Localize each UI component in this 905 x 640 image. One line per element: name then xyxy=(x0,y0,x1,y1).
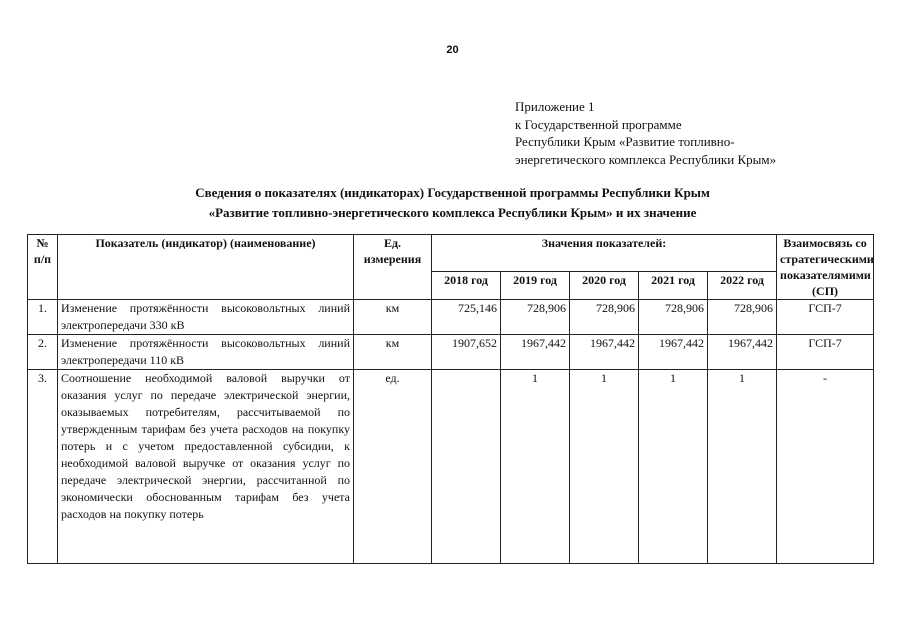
header-values: Значения показателей: xyxy=(432,235,777,272)
value-cell: 1 xyxy=(639,370,708,564)
strategic-link-cell: ГСП-7 xyxy=(777,335,874,370)
unit-cell: км xyxy=(354,300,432,335)
value-cell xyxy=(432,370,501,564)
header-year: 2018 год xyxy=(432,271,501,299)
indicator-name: Соотношение необходимой валовой выручки от оказания услуг по передаче электрической энергии, оказываемых потребителям, рассчитываемой по утвержденным тарифам без учета расходов на покупку потерь и с учетом предоставленной субсидии, к необходимой валовой выручке от оказания услуг по передаче электрической энергии, рассчитанной по экономически обоснованным тарифам без учета расходов на покупку потерь xyxy=(58,370,354,564)
row-number: 1. xyxy=(28,300,58,335)
value-cell: 1967,442 xyxy=(639,335,708,370)
header-year: 2019 год xyxy=(501,271,570,299)
appendix-line: энергетического комплекса Республики Крым» xyxy=(515,151,777,167)
document-title-line-1: Сведения о показателях (индикаторах) Государственной программы Республики Крым xyxy=(195,185,710,200)
row-number: 3. xyxy=(28,370,58,564)
value-cell: 1967,442 xyxy=(501,335,570,370)
value-cell: 1 xyxy=(570,370,639,564)
value-cell: 728,906 xyxy=(501,300,570,335)
indicator-name: Изменение протяжённости высоковольтных линий электропередачи 330 кВ xyxy=(58,300,354,335)
indicator-name: Изменение протяжённости высоковольтных линий электропередачи 110 кВ xyxy=(58,335,354,370)
header-num: № п/п xyxy=(28,235,58,300)
table-row xyxy=(28,300,874,335)
unit-cell: ед. xyxy=(354,370,432,564)
value-cell: 728,906 xyxy=(708,300,777,335)
table-row xyxy=(28,335,874,370)
strategic-link-cell: ГСП-7 xyxy=(777,300,874,335)
indicators-table xyxy=(27,234,874,564)
header-link: Взаимосвязь со стратегическими показателямими (СП) xyxy=(777,235,874,300)
header-unit: Ед. измерения xyxy=(354,235,432,300)
value-cell: 1967,442 xyxy=(570,335,639,370)
header-year: 2020 год xyxy=(570,271,639,299)
header-year: 2021 год xyxy=(639,271,708,299)
appendix-line: к Государственной программе xyxy=(515,116,682,132)
value-cell: 1 xyxy=(501,370,570,564)
value-cell: 728,906 xyxy=(570,300,639,335)
value-cell: 1967,442 xyxy=(708,335,777,370)
table-row xyxy=(28,370,874,564)
value-cell: 725,146 xyxy=(432,300,501,335)
appendix-heading xyxy=(515,98,776,168)
value-cell: 728,906 xyxy=(639,300,708,335)
document-title-line-2: «Развитие топливно-энергетического комплекса Республики Крым» и их значение xyxy=(208,205,697,220)
document-title xyxy=(0,183,905,223)
strategic-link-cell: - xyxy=(777,370,874,564)
header-year: 2022 год xyxy=(708,271,777,299)
appendix-line: Приложение 1 xyxy=(515,99,595,114)
page-number: 20 xyxy=(446,44,459,56)
value-cell: 1907,652 xyxy=(432,335,501,370)
appendix-line: Республики Крым «Развитие топливно- xyxy=(515,134,735,149)
row-number: 2. xyxy=(28,335,58,370)
value-cell: 1 xyxy=(708,370,777,564)
unit-cell: км xyxy=(354,335,432,370)
header-indicator: Показатель (индикатор) (наименование) xyxy=(58,235,354,300)
